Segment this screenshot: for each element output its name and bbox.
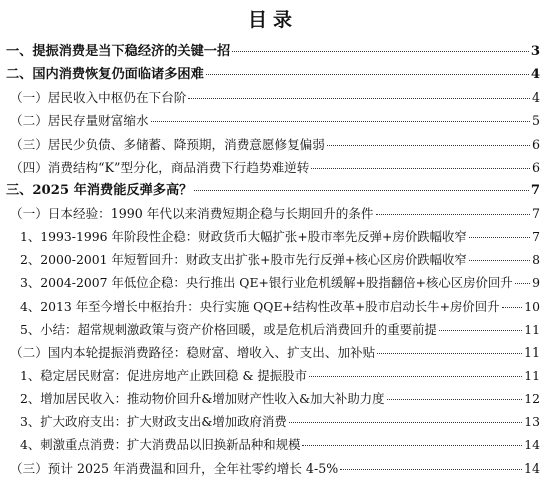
toc-entry-label: 4、2013 年至今增长中枢抬升：央行实施 QQE+结构性改革+股市启动长牛+房价回升 xyxy=(20,298,500,314)
toc-entry-label: （一）居民收入中枢仍在下台阶 xyxy=(10,90,187,106)
toc-entry[interactable] xyxy=(6,248,540,271)
toc-entry-label: 4、刺激重点消费：扩大消费品以旧换新品种和规模 xyxy=(20,437,301,453)
toc-entry-page-number: 6 xyxy=(531,159,540,175)
toc-entry[interactable] xyxy=(6,341,540,364)
toc-title: 目录 xyxy=(247,9,298,31)
toc-entry-label: （三）居民少负债、多储蓄、降预期，消费意愿修复偏弱 xyxy=(10,136,325,152)
dot-leader xyxy=(188,98,530,99)
dot-leader xyxy=(377,353,522,354)
dot-leader xyxy=(439,330,522,331)
toc-entry-label: 二、国内消费恢复仍面临诸多困难 xyxy=(6,67,204,83)
dot-leader xyxy=(469,260,530,261)
toc-entry-label: 1、1993-1996 年阶段性企稳：财政货币大幅扩张+股市率先反弹+房价跌幅收窄 xyxy=(20,229,467,245)
toc-entry[interactable] xyxy=(6,295,540,318)
dot-leader xyxy=(387,399,523,400)
dot-leader xyxy=(232,51,529,52)
toc-entry[interactable] xyxy=(6,86,540,109)
toc-entry-label: 1、稳定居民财富：促进房地产止跌回稳 & 提振股市 xyxy=(20,367,307,383)
dot-leader xyxy=(206,74,529,75)
toc-entry-label: 三、2025 年消费能反弹多高？ xyxy=(6,182,193,198)
toc-entry-page-number: 3 xyxy=(530,44,540,59)
dot-leader xyxy=(289,422,522,423)
toc-entry[interactable] xyxy=(6,433,540,456)
toc-entry[interactable] xyxy=(6,156,540,179)
toc-entry-label: 5、小结：超常规刺激政策与资产价格回暖，或是危机后消费回升的重要前提 xyxy=(20,321,437,337)
toc-entry-label: 3、扩大政府支出：扩大财政支出&增加政府消费 xyxy=(20,414,287,430)
toc-entry-label: （四）消费结构“K”型分化，商品消费下行趋势难逆转 xyxy=(10,159,310,175)
toc-entry-page-number: 7 xyxy=(532,229,540,245)
toc-entry-page-number: 11 xyxy=(524,367,540,383)
toc-entry[interactable] xyxy=(6,202,540,225)
toc-entry-label: 2、增加居民收入：推动物价回升&增加财产性收入&加大补助力度 xyxy=(20,391,385,407)
toc-entry-page-number: 13 xyxy=(524,414,540,430)
toc-entry-page-number: 10 xyxy=(524,298,540,314)
dot-leader xyxy=(376,214,530,215)
toc-entry-page-number: 14 xyxy=(523,460,540,476)
toc-entry-page-number: 12 xyxy=(524,391,540,407)
dot-leader xyxy=(311,168,530,169)
toc-entry-page-number: 4 xyxy=(530,67,540,83)
toc-entry[interactable] xyxy=(6,109,540,132)
toc-entry-label: 3、2004-2007 年低位企稳：央行推出 QE+银行业危机缓解+股指翻倍+核心区房价回升 xyxy=(20,275,513,291)
dot-leader xyxy=(469,237,530,238)
toc-entry[interactable] xyxy=(6,40,540,63)
toc-entry-page-number: 5 xyxy=(531,113,540,129)
toc-entry[interactable] xyxy=(6,318,540,341)
dot-leader xyxy=(327,145,530,146)
toc-entry-label: （一）日本经验：1990 年代以来消费短期企稳与长期回升的条件 xyxy=(10,205,374,221)
toc-entry[interactable] xyxy=(6,410,540,433)
toc-entry[interactable] xyxy=(6,225,540,248)
toc-entry-label: 2、2000-2001 年短暂回升：财政支出扩张+股市先行反弹+核心区房价跌幅收窄 xyxy=(20,252,467,268)
toc-entry-page-number: 11 xyxy=(524,321,540,337)
dot-leader xyxy=(340,469,522,470)
toc-entry[interactable] xyxy=(6,457,540,480)
toc-entry-page-number: 6 xyxy=(531,136,540,152)
toc-entry[interactable] xyxy=(6,133,540,156)
toc-entry-label: （二）居民存量财富缩水 xyxy=(10,113,149,129)
dot-leader xyxy=(151,121,530,122)
toc-entry[interactable] xyxy=(6,179,540,202)
dot-leader xyxy=(309,376,522,377)
dot-leader xyxy=(502,307,523,308)
dot-leader xyxy=(302,445,522,446)
toc-entry-label: （二）国内本轮提振消费路径：稳财富、增收入、扩支出、加补贴 xyxy=(10,344,376,360)
toc-entry-page-number: 8 xyxy=(532,252,540,268)
toc-entry-page-number: 4 xyxy=(531,90,540,106)
toc-entry-label: 一、提振消费是当下稳经济的关键一招 xyxy=(6,44,231,59)
toc-entry-label: （三）预计 2025 年消费温和回升，全年社零约增长 4-5% xyxy=(10,460,339,476)
toc-entry[interactable] xyxy=(6,364,540,387)
toc-entry[interactable] xyxy=(6,271,540,294)
dot-leader xyxy=(515,283,530,284)
toc-entry-page-number: 14 xyxy=(524,437,540,453)
dot-leader xyxy=(194,190,528,191)
toc-list xyxy=(6,40,540,480)
toc-entry[interactable] xyxy=(6,387,540,410)
toc-entry-page-number: 7 xyxy=(530,182,540,198)
toc-entry[interactable] xyxy=(6,63,540,86)
toc-entry-page-number: 7 xyxy=(531,205,540,221)
toc-entry-page-number: 9 xyxy=(532,275,540,291)
toc-entry-page-number: 11 xyxy=(523,344,540,360)
